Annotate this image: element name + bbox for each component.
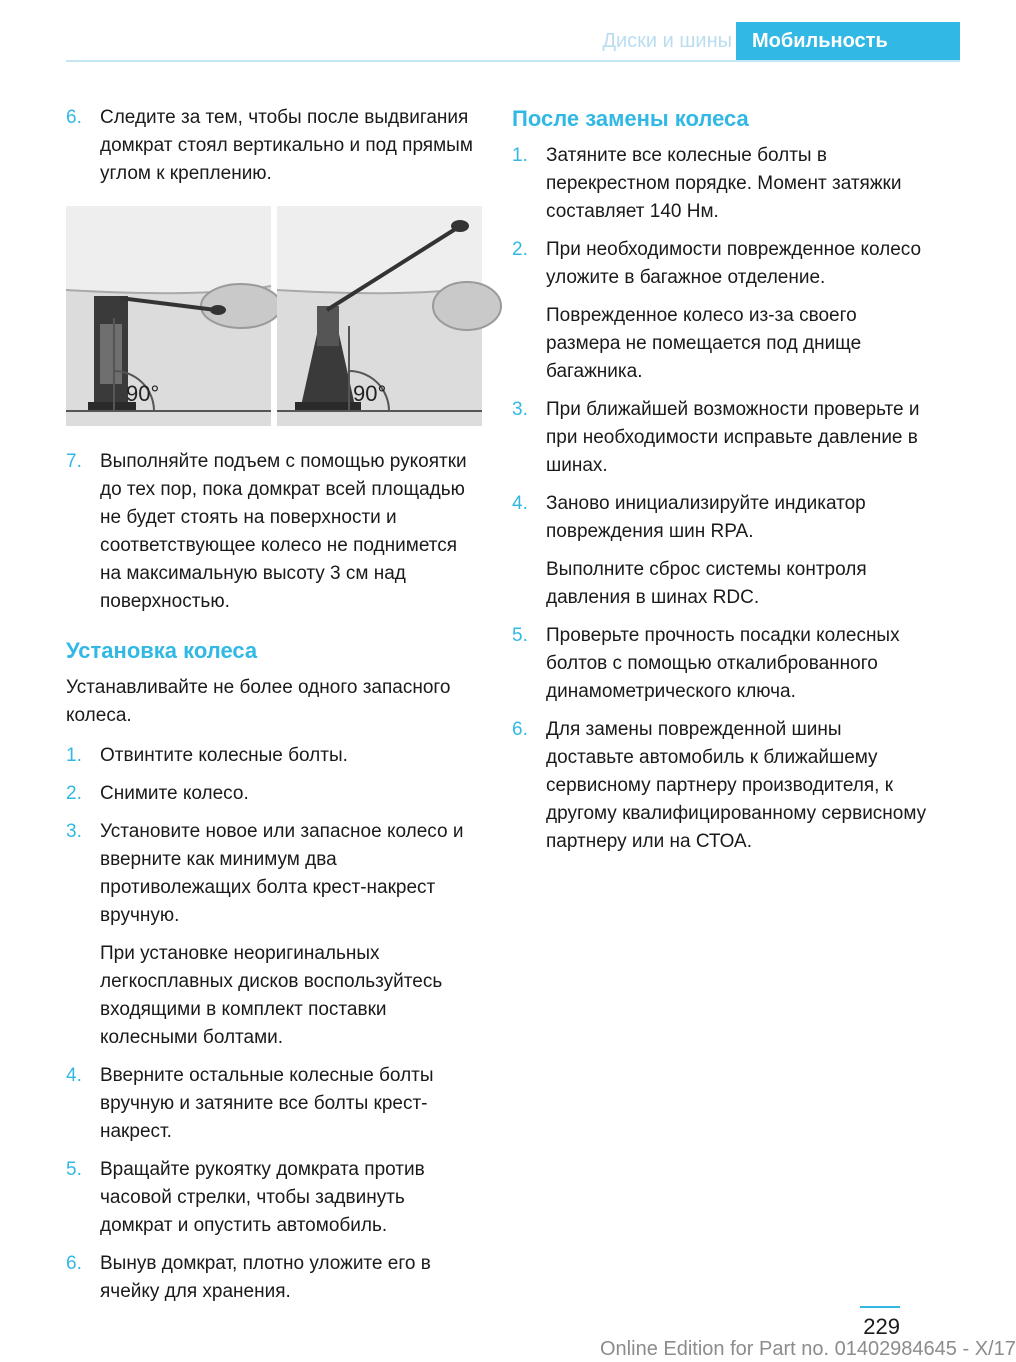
list-item [512,142,932,226]
list-item [66,742,482,770]
jack-illustration-right [277,206,482,426]
list-item [66,1062,482,1146]
step-number: 1. [66,745,82,766]
step-text: Установите новое или запасное колесо и вверните как минимум два противолежащих болта крест-накрест вручную. [100,821,464,926]
step-number: 4. [512,493,528,514]
list-item [512,396,932,480]
step-text: При необходимости поврежденное колесо уложите в багажное отделение. [546,239,922,288]
jack-illustration-left [66,206,271,426]
step-number: 5. [512,625,528,646]
section-heading-wheel-install: Установка колеса [66,638,258,663]
header-chapter-tab: Мобильность [736,22,960,60]
header-section-title: Диски и шины [602,30,732,52]
step-text: При ближайшей возможности проверьте и при необходимости исправьте давление в шинах. [546,399,920,476]
right-column [512,104,932,866]
step-number: 6. [66,1253,82,1274]
edition-footer: Online Edition for Part no. 01402984645 - X/17 [600,1338,1016,1360]
section-heading-after-replacement: После замены колеса [512,106,749,131]
step-text: Вынув домкрат, плотно уложите его в ячейку для хранения. [100,1253,431,1302]
step-text: Снимите колесо. [100,783,249,804]
list-item [66,1156,482,1240]
step-text: Вращайте рукоятку домкрата против часовой стрелки, чтобы задвинуть домкрат и опустить автомобиль. [100,1159,425,1236]
list-item [512,490,932,546]
step-number: 5. [66,1159,82,1180]
step-text: Проверьте прочность посадки колесных болтов с помощью откалиброванного динамометрического ключа. [546,625,900,702]
section-intro: Устанавливайте не более одного запасного колеса. [66,677,451,726]
step-text: Отвинтите колесные болты. [100,745,348,766]
step-number: 3. [512,399,528,420]
list-item [66,448,482,616]
list-item [66,104,482,188]
step-number: 7. [66,451,82,472]
step-text: Вверните остальные колесные болты вручную и затяните все болты крест-накрест. [100,1065,434,1142]
step-note: Поврежденное колесо из-за своего размера не помещается под днище багажника. [546,305,862,382]
page-number: 229 [863,1314,900,1339]
angle-label-right: 90° [353,381,387,406]
list-item [66,1250,482,1306]
footer-rule [860,1306,900,1308]
step-text: Для замены поврежденной шины доставьте автомобиль к ближайшему сервисному партнеру производителя, к другому квалифицированному сервисному партнеру или на СТОА. [546,719,927,852]
step-note: При установке неоригинальных легкосплавных дисков воспользуйтесь входящими в комплект поставки колесными болтами. [100,943,443,1048]
header-divider [66,60,960,62]
step-text: Следите за тем, чтобы после выдвигания домкрат стоял вертикально и под прямым углом к креплению. [100,107,473,184]
step-text: Заново инициализируйте индикатор повреждения шин RPA. [546,493,866,542]
step-text: Выполняйте подъем с помощью рукоятки до тех пор, пока домкрат всей площадью не будет стоять на поверхности и соответствующее колесо не поднимется на максимальную высоту 3 см над поверхностью. [100,451,467,612]
step-number: 1. [512,145,528,166]
list-item [66,780,482,808]
jack-illustration [66,206,482,426]
step-note: Выполните сброс системы контроля давления в шинах RDC. [546,559,867,608]
list-item [512,236,932,292]
step-number: 3. [66,821,82,842]
angle-label-left: 90° [126,381,160,406]
list-item [512,716,932,856]
list-item [66,818,482,930]
step-number: 2. [512,239,528,260]
step-number: 4. [66,1065,82,1086]
left-column [66,104,482,1316]
step-text: Затяните все колесные болты в перекрестном порядке. Момент затяжки составляет 140 Нм. [546,145,902,222]
step-number: 6. [512,719,528,740]
list-item [512,622,932,706]
step-number: 6. [66,107,82,128]
step-number: 2. [66,783,82,804]
